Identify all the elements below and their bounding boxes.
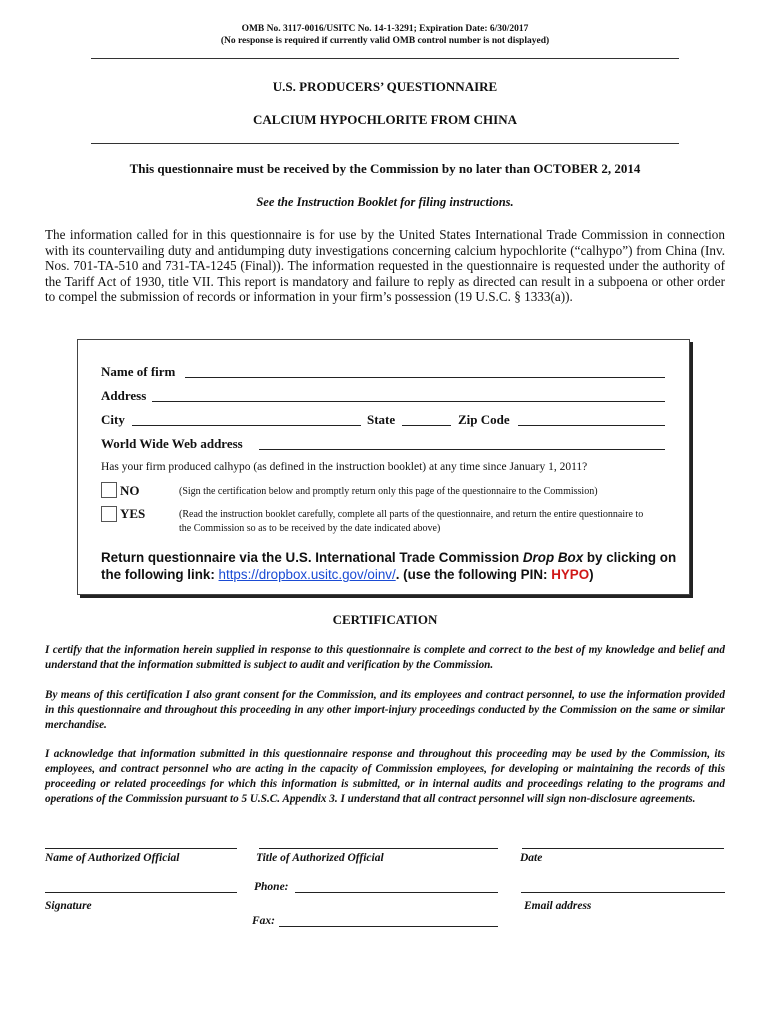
omb-note: (No response is required if currently valid OMB control number is not displayed) (220, 36, 550, 46)
signature-label: Signature (45, 900, 92, 912)
certification-paragraph-1: I certify that the information herein supplied in response to this questionnaire is complete and correct to the best of my knowledge and belief and understand that the information submitted is subject to audit and verification by the Commission. (45, 644, 725, 671)
return-instructions (101, 549, 686, 583)
name-field[interactable] (185, 377, 665, 378)
phone-field[interactable] (295, 892, 498, 893)
certification-paragraph-2: By means of this certification I also grant consent for the Commission, and its employees and contract personnel, to use the information provided in this questionnaire and throughout this proceeding in any other import-injury proceedings conducted by the Commission on the same or similar merchandise. (45, 689, 725, 731)
city-label: City (101, 412, 125, 427)
zip-label: Zip Code (458, 412, 510, 427)
web-address-field[interactable] (259, 449, 665, 450)
address-label: Address (101, 388, 147, 403)
state-field[interactable] (402, 425, 451, 426)
page-subtitle: CALCIUM HYPOCHLORITE FROM CHINA (253, 112, 517, 127)
header-divider (91, 58, 679, 59)
phone-label: Phone: (254, 881, 289, 893)
pin-code: HYPO (551, 567, 590, 582)
yes-label: YES (120, 506, 146, 521)
date-label: Date (520, 852, 543, 864)
production-question: Has your firm produced calhypo (as defined in the instruction booklet) at any time since January 1, 2011? (101, 461, 588, 473)
fax-field[interactable] (279, 926, 498, 927)
fax-label: Fax: (252, 915, 275, 927)
certification-heading: CERTIFICATION (332, 612, 438, 627)
no-description: (Sign the certification below and promptly return only this page of the questionnaire to the Commission) (179, 486, 598, 497)
firm-info-box (77, 339, 690, 595)
city-field[interactable] (132, 425, 361, 426)
official-name-field[interactable] (45, 848, 237, 849)
deadline-notice: This questionnaire must be received by the Commission by no later than OCTOBER 2, 2014 (129, 161, 641, 176)
email-field[interactable] (521, 892, 725, 893)
instruction-note: See the Instruction Booklet for filing instructions. (256, 195, 514, 209)
yes-description: (Read the instruction booklet carefully, complete all parts of the questionnaire, and return the entire questionnaire to the Commission so as to be received by the date indicated above) (179, 509, 644, 534)
page-title: U.S. PRODUCERS’ QUESTIONNAIRE (272, 79, 498, 94)
certification-paragraph-3: I acknowledge that information submitted in this questionnaire response and throughout this proceeding may be used by the Commission, its employees, and contract personnel who are acting in the capacity of Commission employees, for developing or maintaining the records of this proceeding or related proceedings for which this information is submitted, or in internal audits and proceedings relating to the programs and operations of the Commission pursuant to 5 U.S.C. Appendix 3. I understand that all contract personnel will sign non-disclosure agreements. (45, 748, 725, 805)
email-label: Email address (524, 900, 592, 912)
drop-box-text: Drop Box (522, 550, 584, 565)
state-label: State (367, 412, 396, 427)
return-text-3: . (use the following PIN: (395, 567, 552, 582)
date-field[interactable] (522, 848, 724, 849)
official-name-label: Name of Authorized Official (45, 852, 180, 864)
name-label: Name of firm (101, 364, 176, 379)
return-colon: : (210, 567, 219, 582)
title-divider (91, 143, 679, 144)
omb-number: OMB No. 3117-0016/USITC No. 14-1-3291; Expiration Date: 6/30/2017 (241, 24, 529, 34)
zip-field[interactable] (518, 425, 665, 426)
return-close: ) (589, 567, 594, 582)
official-title-field[interactable] (259, 848, 498, 849)
official-title-label: Title of Authorized Official (256, 852, 384, 864)
web-address-label: World Wide Web address (101, 436, 243, 451)
no-checkbox[interactable] (101, 482, 117, 498)
yes-checkbox[interactable] (101, 506, 117, 522)
intro-paragraph: The information called for in this questionnaire is for use by the United States International Trade Commission in connection with its countervailing duty and antidumping duty investigations concerning calcium hypochlorite (“calhypo”) from China (Inv. Nos. 701-TA-510 and 731-TA-1245 (Final)). The information requested in the questionnaire is requested under the authority of the Tariff Act of 1930, title VII. This report is mandatory and failure to reply as directed can result in a subpoena or other order to compel the submission of records or information in your firm’s possession (19 U.S.C. § 1333(a)). (45, 227, 725, 305)
return-text-2: by clicking on the following link (101, 550, 677, 582)
return-text-1: Return questionnaire via the U.S. International Trade Commission (101, 550, 523, 565)
signature-field[interactable] (45, 892, 237, 893)
dropbox-link[interactable]: https://dropbox.usitc.gov/oinv/ (218, 567, 396, 582)
no-label: NO (120, 483, 140, 498)
address-field[interactable] (152, 401, 665, 402)
